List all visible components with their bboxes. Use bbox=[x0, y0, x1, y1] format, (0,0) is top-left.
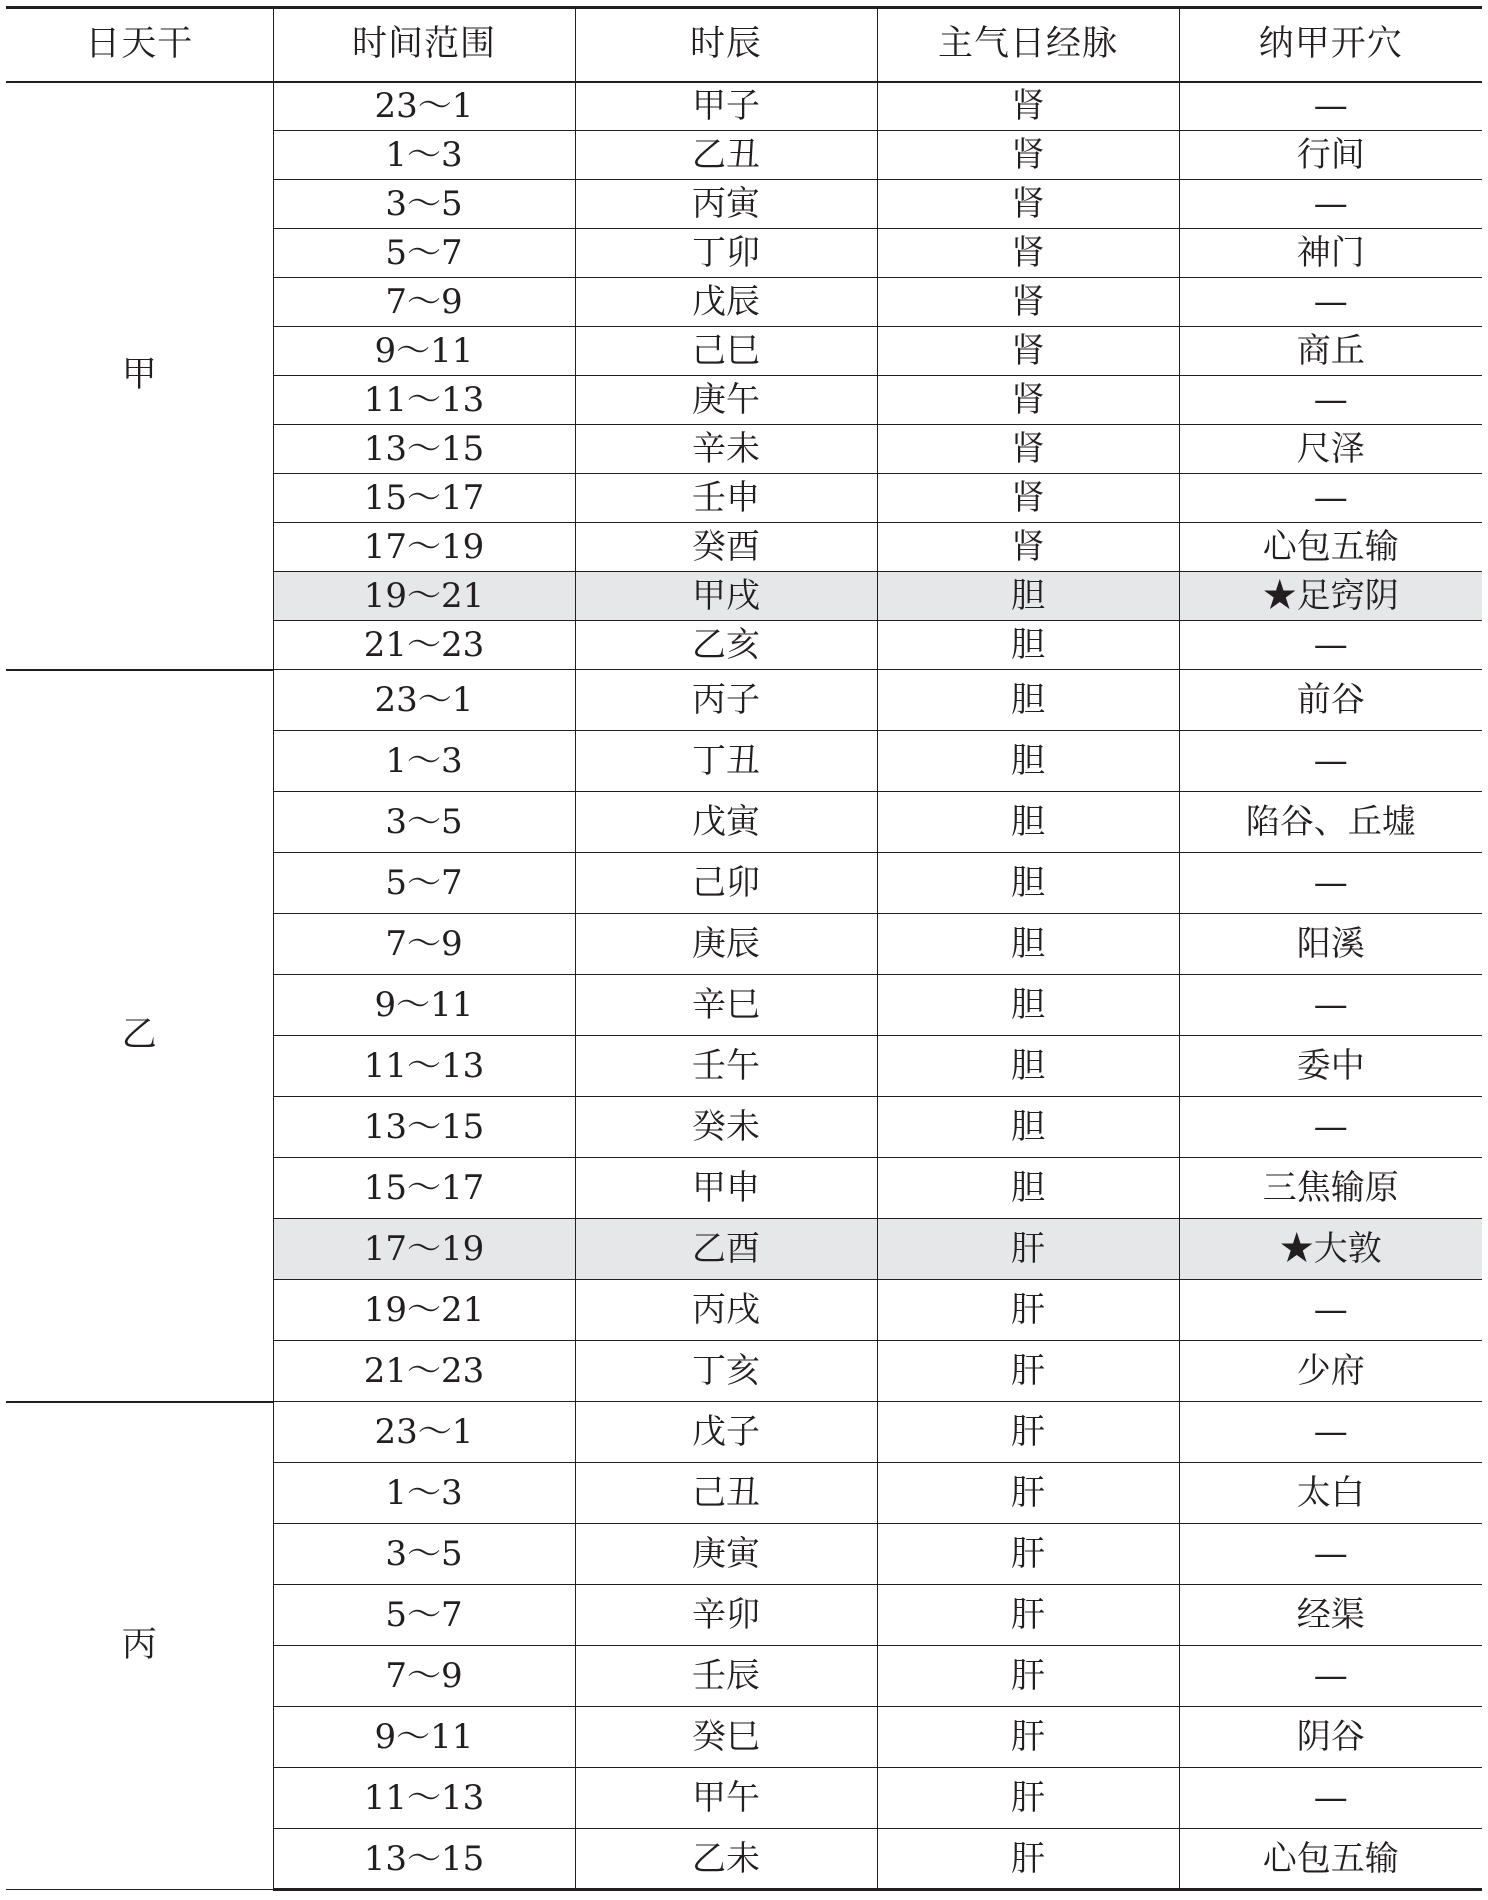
meridian-cell: 肝 bbox=[877, 1768, 1179, 1829]
meridian-cell: 肝 bbox=[877, 1829, 1179, 1890]
meridian-cell: 胆 bbox=[877, 792, 1179, 853]
time-range-cell: 19～21 bbox=[273, 572, 575, 621]
table-row bbox=[6, 1402, 1482, 1463]
header-row bbox=[6, 8, 1482, 82]
acupoint-cell: — bbox=[1179, 731, 1482, 792]
header-double-hour: 时辰 bbox=[575, 8, 877, 82]
acupoint-cell: — bbox=[1179, 853, 1482, 914]
acupoint-cell: 心包五输 bbox=[1179, 1829, 1482, 1890]
meridian-cell: 肝 bbox=[877, 1341, 1179, 1402]
time-range-cell: 7～9 bbox=[273, 914, 575, 975]
time-range-cell: 23～1 bbox=[273, 670, 575, 731]
time-range-cell: 15～17 bbox=[273, 1158, 575, 1219]
double-hour-cell: 戊子 bbox=[575, 1402, 877, 1463]
time-range-cell: 13～15 bbox=[273, 1829, 575, 1890]
meridian-cell: 肾 bbox=[877, 278, 1179, 327]
acupoint-cell: — bbox=[1179, 1402, 1482, 1463]
meridian-cell: 肾 bbox=[877, 229, 1179, 278]
acupoint-cell: 委中 bbox=[1179, 1036, 1482, 1097]
double-hour-cell: 甲戌 bbox=[575, 572, 877, 621]
meridian-cell: 肾 bbox=[877, 425, 1179, 474]
day-stem-cell: 丙 bbox=[6, 1402, 273, 1890]
time-range-cell: 15～17 bbox=[273, 474, 575, 523]
acupoint-cell: 神门 bbox=[1179, 229, 1482, 278]
acupoint-cell: 三焦输原 bbox=[1179, 1158, 1482, 1219]
double-hour-cell: 乙酉 bbox=[575, 1219, 877, 1280]
double-hour-cell: 辛巳 bbox=[575, 975, 877, 1036]
time-range-cell: 13～15 bbox=[273, 425, 575, 474]
acupoint-cell: — bbox=[1179, 1646, 1482, 1707]
double-hour-cell: 辛未 bbox=[575, 425, 877, 474]
double-hour-cell: 壬午 bbox=[575, 1036, 877, 1097]
time-range-cell: 17～19 bbox=[273, 1219, 575, 1280]
acupoint-schedule-table bbox=[6, 6, 1482, 1891]
time-range-cell: 23～1 bbox=[273, 82, 575, 131]
time-range-cell: 1～3 bbox=[273, 1463, 575, 1524]
meridian-cell: 肝 bbox=[877, 1524, 1179, 1585]
header-open-acupoint: 纳甲开穴 bbox=[1179, 8, 1482, 82]
time-range-cell: 13～15 bbox=[273, 1097, 575, 1158]
double-hour-cell: 乙未 bbox=[575, 1829, 877, 1890]
double-hour-cell: 壬申 bbox=[575, 474, 877, 523]
double-hour-cell: 己巳 bbox=[575, 327, 877, 376]
double-hour-cell: 丙寅 bbox=[575, 180, 877, 229]
time-range-cell: 5～7 bbox=[273, 853, 575, 914]
double-hour-cell: 戊辰 bbox=[575, 278, 877, 327]
double-hour-cell: 庚辰 bbox=[575, 914, 877, 975]
meridian-cell: 胆 bbox=[877, 914, 1179, 975]
time-range-cell: 19～21 bbox=[273, 1280, 575, 1341]
double-hour-cell: 癸酉 bbox=[575, 523, 877, 572]
acupoint-cell: — bbox=[1179, 1768, 1482, 1829]
acupoint-cell: 阴谷 bbox=[1179, 1707, 1482, 1768]
double-hour-cell: 辛卯 bbox=[575, 1585, 877, 1646]
double-hour-cell: 甲申 bbox=[575, 1158, 877, 1219]
acupoint-cell: 陷谷、丘墟 bbox=[1179, 792, 1482, 853]
meridian-cell: 肾 bbox=[877, 523, 1179, 572]
table-row bbox=[6, 670, 1482, 731]
acupoint-cell: 行间 bbox=[1179, 131, 1482, 180]
meridian-cell: 肾 bbox=[877, 327, 1179, 376]
time-range-cell: 3～5 bbox=[273, 1524, 575, 1585]
acupoint-cell: — bbox=[1179, 1097, 1482, 1158]
time-range-cell: 1～3 bbox=[273, 731, 575, 792]
time-range-cell: 9～11 bbox=[273, 1707, 575, 1768]
meridian-cell: 肾 bbox=[877, 376, 1179, 425]
header-main-meridian: 主气日经脉 bbox=[877, 8, 1179, 82]
acupoint-cell: 少府 bbox=[1179, 1341, 1482, 1402]
double-hour-cell: 己丑 bbox=[575, 1463, 877, 1524]
meridian-cell: 胆 bbox=[877, 731, 1179, 792]
acupoint-cell: — bbox=[1179, 278, 1482, 327]
time-range-cell: 9～11 bbox=[273, 975, 575, 1036]
time-range-cell: 17～19 bbox=[273, 523, 575, 572]
group-jia bbox=[6, 82, 1482, 670]
time-range-cell: 7～9 bbox=[273, 1646, 575, 1707]
acupoint-cell: ★大敦 bbox=[1179, 1219, 1482, 1280]
double-hour-cell: 癸巳 bbox=[575, 1707, 877, 1768]
meridian-cell: 胆 bbox=[877, 621, 1179, 670]
acupoint-cell: 前谷 bbox=[1179, 670, 1482, 731]
double-hour-cell: 己卯 bbox=[575, 853, 877, 914]
meridian-cell: 胆 bbox=[877, 1158, 1179, 1219]
time-range-cell: 5～7 bbox=[273, 229, 575, 278]
group-yi bbox=[6, 670, 1482, 1402]
acupoint-cell: — bbox=[1179, 376, 1482, 425]
double-hour-cell: 戊寅 bbox=[575, 792, 877, 853]
day-stem-cell: 乙 bbox=[6, 670, 273, 1402]
double-hour-cell: 丁亥 bbox=[575, 1341, 877, 1402]
time-range-cell: 21～23 bbox=[273, 1341, 575, 1402]
time-range-cell: 3～5 bbox=[273, 180, 575, 229]
group-bing bbox=[6, 1402, 1482, 1890]
time-range-cell: 11～13 bbox=[273, 1768, 575, 1829]
double-hour-cell: 庚午 bbox=[575, 376, 877, 425]
acupoint-cell: — bbox=[1179, 474, 1482, 523]
meridian-cell: 胆 bbox=[877, 572, 1179, 621]
acupoint-cell: 太白 bbox=[1179, 1463, 1482, 1524]
header-time-range: 时间范围 bbox=[273, 8, 575, 82]
acupoint-cell: 经渠 bbox=[1179, 1585, 1482, 1646]
acupoint-cell: — bbox=[1179, 1280, 1482, 1341]
meridian-cell: 肝 bbox=[877, 1402, 1179, 1463]
meridian-cell: 肾 bbox=[877, 82, 1179, 131]
double-hour-cell: 乙丑 bbox=[575, 131, 877, 180]
meridian-cell: 肝 bbox=[877, 1463, 1179, 1524]
acupoint-cell: — bbox=[1179, 180, 1482, 229]
acupoint-cell: — bbox=[1179, 621, 1482, 670]
double-hour-cell: 丁丑 bbox=[575, 731, 877, 792]
time-range-cell: 11～13 bbox=[273, 1036, 575, 1097]
double-hour-cell: 乙亥 bbox=[575, 621, 877, 670]
acupoint-cell: — bbox=[1179, 1524, 1482, 1585]
time-range-cell: 1～3 bbox=[273, 131, 575, 180]
time-range-cell: 23～1 bbox=[273, 1402, 575, 1463]
time-range-cell: 9～11 bbox=[273, 327, 575, 376]
acupoint-cell: — bbox=[1179, 975, 1482, 1036]
meridian-cell: 胆 bbox=[877, 670, 1179, 731]
acupoint-cell: 尺泽 bbox=[1179, 425, 1482, 474]
meridian-cell: 肾 bbox=[877, 474, 1179, 523]
meridian-cell: 胆 bbox=[877, 975, 1179, 1036]
header-day-stem: 日天干 bbox=[6, 8, 273, 82]
meridian-cell: 胆 bbox=[877, 853, 1179, 914]
meridian-cell: 肝 bbox=[877, 1219, 1179, 1280]
meridian-cell: 肝 bbox=[877, 1707, 1179, 1768]
acupoint-cell: ★足窍阴 bbox=[1179, 572, 1482, 621]
time-range-cell: 5～7 bbox=[273, 1585, 575, 1646]
meridian-cell: 肾 bbox=[877, 131, 1179, 180]
time-range-cell: 11～13 bbox=[273, 376, 575, 425]
acupoint-cell: 心包五输 bbox=[1179, 523, 1482, 572]
meridian-cell: 胆 bbox=[877, 1097, 1179, 1158]
table-row bbox=[6, 82, 1482, 131]
time-range-cell: 21～23 bbox=[273, 621, 575, 670]
double-hour-cell: 癸未 bbox=[575, 1097, 877, 1158]
meridian-cell: 胆 bbox=[877, 1036, 1179, 1097]
double-hour-cell: 庚寅 bbox=[575, 1524, 877, 1585]
day-stem-cell: 甲 bbox=[6, 82, 273, 670]
time-range-cell: 3～5 bbox=[273, 792, 575, 853]
meridian-cell: 肝 bbox=[877, 1280, 1179, 1341]
meridian-cell: 肝 bbox=[877, 1646, 1179, 1707]
double-hour-cell: 丁卯 bbox=[575, 229, 877, 278]
acupoint-cell: — bbox=[1179, 82, 1482, 131]
meridian-cell: 肝 bbox=[877, 1585, 1179, 1646]
double-hour-cell: 丙子 bbox=[575, 670, 877, 731]
double-hour-cell: 丙戌 bbox=[575, 1280, 877, 1341]
double-hour-cell: 甲子 bbox=[575, 82, 877, 131]
double-hour-cell: 甲午 bbox=[575, 1768, 877, 1829]
time-range-cell: 7～9 bbox=[273, 278, 575, 327]
meridian-cell: 肾 bbox=[877, 180, 1179, 229]
acupoint-cell: 商丘 bbox=[1179, 327, 1482, 376]
double-hour-cell: 壬辰 bbox=[575, 1646, 877, 1707]
acupoint-cell: 阳溪 bbox=[1179, 914, 1482, 975]
